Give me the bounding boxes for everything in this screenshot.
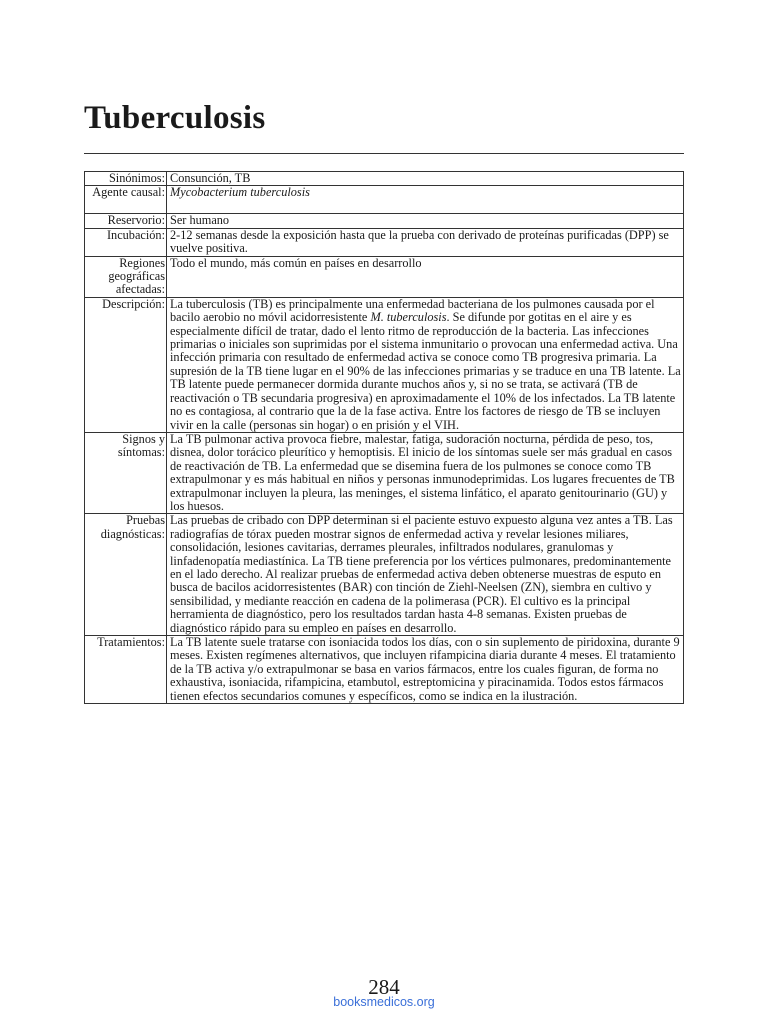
row-value: Las pruebas de cribado con DPP determinan si el paciente estuvo expuesto alguna vez antes a TB. Las radiografías de tórax pueden mostrar signos de enfermedad activa y revelar lesiones miliares, consolidación, lesiones cavitarias, derrames pleurales, infiltrados nodulares, granulomas y linfadenopatía mediastínica. La TB tiene preferencia por los vértices pulmonares, predominantemente en el lado derecho. Al realizar pruebas de enfermedad activa deben obtenerse muestras de esputo en busca de bacilos acidorresistentes (BAR) con tinción de Ziehl-Neelsen (ZN), siembra en cultivo y sensibilidad, y mediante reacción en cadena de la polimerasa (PCR). El cultivo es la principal herramienta de diagnóstico, pero los resultados tardan hasta 4-8 semanas. Existen pruebas de diagnóstico rápido para su empleo en países en desarrollo. [167,514,684,636]
row-value: Consunción, TB [167,172,684,186]
table-row-reservoir [85,214,684,228]
row-label: Reservorio: [85,214,167,228]
row-label: Incubación: [85,228,167,256]
page-number: 284 [368,975,400,999]
description-species-name: M. tuberculosis [370,310,447,325]
row-label: Signos y síntomas: [85,432,167,513]
row-label: Tratamientos: [85,636,167,704]
row-label: Regiones geográficas afectadas: [85,256,167,297]
row-label: Sinónimos: [85,172,167,186]
table-row-diagnostic-tests [85,514,684,636]
row-value: Todo el mundo, más común en países en desarrollo [167,256,684,297]
watermark-link[interactable]: booksmedicos.org [333,995,435,1009]
row-value: Mycobacterium tuberculosis [167,186,684,214]
table-row-description [85,297,684,432]
table-row-synonyms [85,172,684,186]
title-divider [84,153,684,154]
row-label: Descripción: [85,297,167,432]
row-label: Agente causal: [85,186,167,214]
table-row-treatments [85,636,684,704]
table-row-causal-agent [85,186,684,214]
row-value: La TB pulmonar activa provoca fiebre, malestar, fatiga, sudoración nocturna, pérdida de peso, tos, disnea, dolor torácico pleurítico y hemoptisis. El inicio de los síntomas suele ser más gradual en casos de reactivación de TB. La enfermedad que se disemina fuera de los pulmones se conoce como TB extrapulmonar y es más habitual en niños y personas inmunodeprimidas. Los lugares frecuentes de TB extrapulmonar incluyen la pleura, las meninges, el sistema linfático, el aparato genitourinario (GU) y los huesos. [167,432,684,513]
description-text-end: . Se difunde por gotitas en el aire y es especialmente difícil de tratar, dado el lento ritmo de reproducción de la bacteria. Las infecciones primarias o iniciales son suprimidas por el sistema inmunitario o provocan una enfermedad activa. Una infección primaria con resultado de enfermedad activa se conoce como TB progresiva primaria. La supresión de la TB tiene lugar en el 90% de las infecciones primarias y se traduce en una TB latente. La TB latente puede permanecer dormida durante muchos años y, si no se trata, se activará (TB de reactivación o TB secundaria progresiva) en aproximadamente el 10% de los infectados. La TB latente no es contagiosa, al contrario que la de la fase activa. Entre los factores de riesgo de TB se incluyen vivir en la calle (personas sin hogar) o en prisión y el VIH. [170,310,681,432]
table-row-incubation [85,228,684,256]
description-text-start: La tuberculosis (TB) es principalmente una enfermedad bacteriana de los pulmones causada por el bacilo aerobio no móvil acidorresistente [170,296,655,325]
page-title: Tuberculosis [84,100,266,136]
table-row-signs-symptoms [85,432,684,513]
row-value: La TB latente suele tratarse con isoniacida todos los días, con o sin suplemento de piridoxina, durante 9 meses. Existen regímenes alternativos, que incluyen rifampicina diaria durante 4 meses. El tratamiento de la TB activa y/o extrapulmonar se basa en varios fármacos, entre los cuales figuran, de forma no exhaustiva, isoniacida, rifampicina, etambutol, estreptomicina y piracinamida. Todos estos fármacos tienen efectos secundarios comunes y específicos, como se indica en la ilustración. [167,636,684,704]
row-value [167,297,684,432]
table-row-regions [85,256,684,297]
row-value: 2-12 semanas desde la exposición hasta que la prueba con derivado de proteínas purificadas (DPP) se vuelve positiva. [167,228,684,256]
row-label: Pruebas diagnósticas: [85,514,167,636]
disease-info-table [84,171,684,704]
row-value: Ser humano [167,214,684,228]
